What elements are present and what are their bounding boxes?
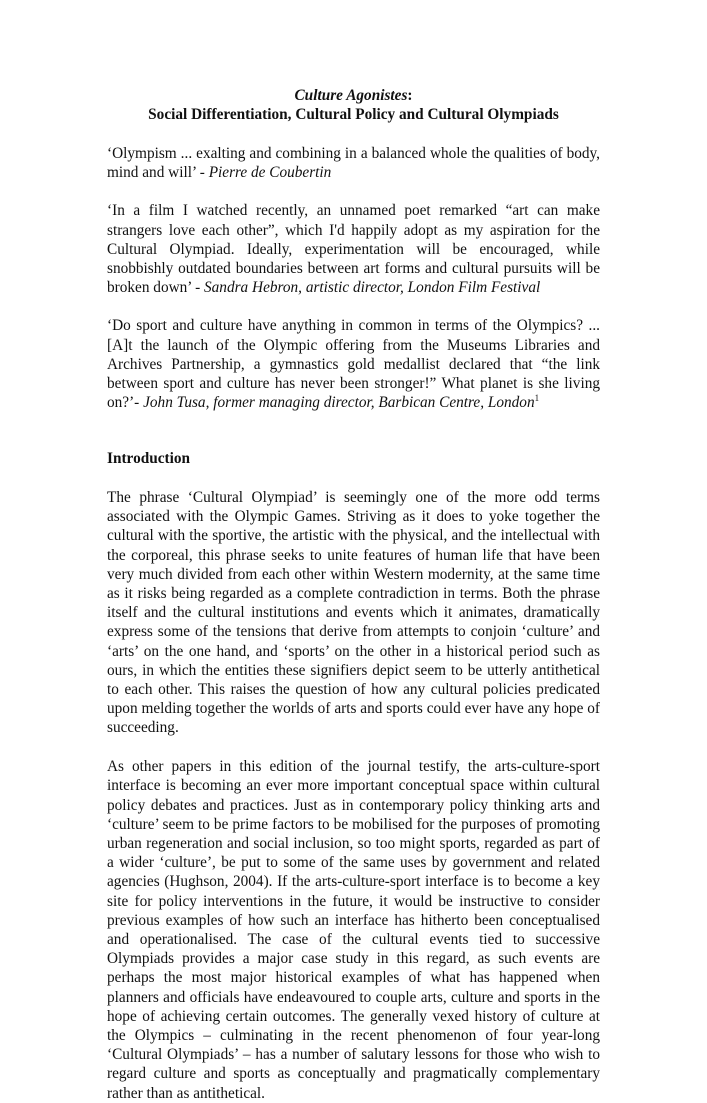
epigraph-text: ‘Olympism ... exalting and combining in a balanced whole the qualities of body, mind and will’ - <box>107 144 600 182</box>
body-paragraph-1: The phrase ‘Cultural Olympiad’ is seemingly one of the more odd terms associated with the Olympic Games. Striving as it does to yoke together the cultural with the sportive, the artistic with the physical, and the intellectual with the corporeal, this phrase seeks to unite features of human life that have been very much divided from each other within Western modernity, at the same time as it risks being regarded as a complete contradiction in terms. Both the phrase itself and the cultural institutions and events which it animates, dramatically express some of the tensions that derive from attempts to conjoin ‘culture’ and ‘arts’ on the one hand, and ‘sports’ on the other in a historical period such as ours, in which the entities these signifiers depict seem to be utterly antithetical to each other. This raises the question of how any cultural policies predicated upon melding together the worlds of arts and sports could ever have any hope of succeeding. <box>107 489 600 737</box>
title-italic: Culture Agonistes <box>294 87 408 104</box>
footnote-marker[interactable]: 1 <box>534 393 540 404</box>
document-page <box>107 86 600 1103</box>
section-heading-introduction: Introduction <box>107 450 191 468</box>
epigraph-attribution: John Tusa, former managing director, Barbican Centre, London <box>143 394 535 412</box>
epigraph-attribution: Sandra Hebron, artistic director, London Film Festival <box>204 279 541 297</box>
epigraph-text: ‘Do sport and culture have anything in common in terms of the Olympics? ... [A]t the launch of the Olympic offering from the Museums Libraries and Archives Partnership, a gymnastics gold medallist declared that “the link between sport and culture has never been stronger!” What planet is she living on?’- <box>107 317 600 412</box>
epigraph-tusa <box>107 316 600 412</box>
epigraph-attribution: Pierre de Coubertin <box>208 164 332 182</box>
body-paragraph-2: As other papers in this edition of the journal testify, the arts-culture-sport interface is becoming an ever more important conceptual space within cultural policy debates and practices. Just as in contemporary policy thinking arts and ‘culture’ seem to be prime factors to be mobilised for the purposes of promoting urban regeneration and social inclusion, so too might sports, regarded as part of a wider ‘culture’, be put to some of the same uses by government and related agencies (Hughson, 2004). If the arts-culture-sport interface is to become a key site for policy interventions in the future, it would be instructive to consider previous examples of how such an interface has hitherto been conceptualised and operationalised. The case of the cultural events tied to successive Olympiads provides a major case study in this regard, as such events are perhaps the most major historical examples of what has happened when planners and officials have endeavoured to couple arts, culture and sports in the hope of achieving certain outcomes. The generally vexed history of culture at the Olympics – culminating in the recent phenomenon of four year-long ‘Cultural Olympiads’ – has a number of salutary lessons for those who wish to regard culture and sports as conceptually and pragmatically complementary rather than as antithetical. <box>107 758 600 1102</box>
title-colon: : <box>407 87 413 104</box>
title-line-1 <box>107 86 600 105</box>
document-title <box>107 86 600 124</box>
epigraph-coubertin <box>107 144 600 182</box>
title-line-2: Social Differentiation, Cultural Policy and Cultural Olympiads <box>148 106 559 124</box>
epigraph-hebron <box>107 201 600 297</box>
epigraph-text: ‘In a film I watched recently, an unnamed poet remarked “art can make strangers love each other”, which I'd happily adopt as my aspiration for the Cultural Olympiad. Ideally, experimentation will be encouraged, while snobbishly outdated boundaries between art forms and cultural pursuits will be broken down’ - <box>107 202 600 297</box>
